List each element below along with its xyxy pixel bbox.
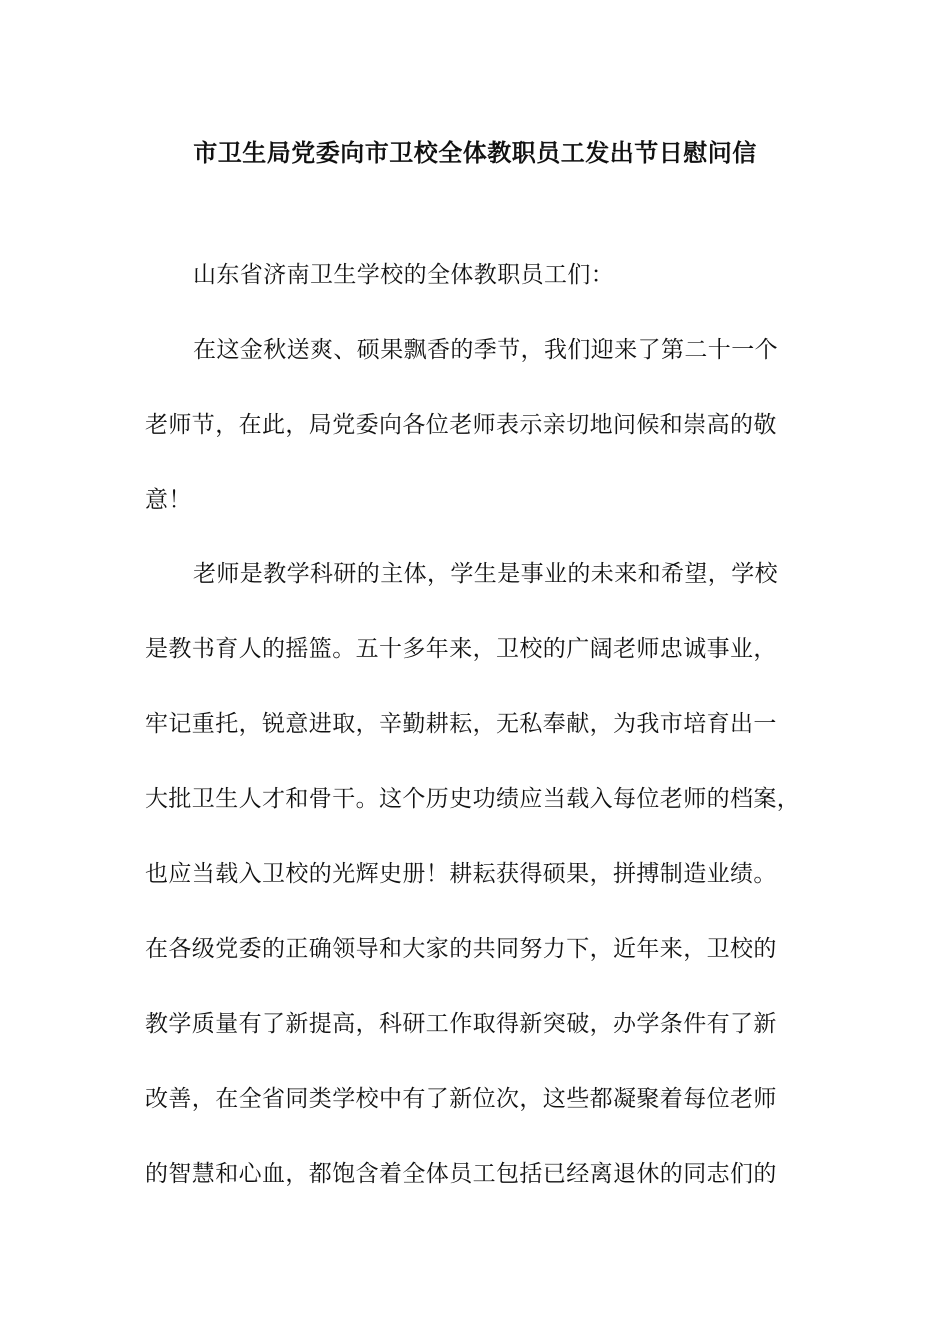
body-line: 是教书育人的摇篮。五十多年来，卫校的广阔老师忠诚事业， (145, 636, 777, 662)
body-line: 牢记重托，锐意进取，辛勤耕耘，无私奉献，为我市培育出一 (145, 711, 777, 737)
body-line: 的智慧和心血，都饱含着全体员工包括已经离退休的同志们的 (145, 1161, 777, 1187)
body-line: 也应当载入卫校的光辉史册！耕耘获得硕果，拼搏制造业绩。 (145, 861, 777, 887)
body-line: 老师节，在此，局党委向各位老师表示亲切地问候和崇高的敬 (145, 412, 777, 438)
body-line: 大批卫生人才和骨干。这个历史功绩应当载入每位老师的档案， (145, 786, 801, 812)
salutation-line: 山东省济南卫生学校的全体教职员工们： (193, 262, 615, 288)
document-title: 市卫生局党委向市卫校全体教职员工发出节日慰问信 (193, 138, 757, 167)
body-line: 老师是教学科研的主体，学生是事业的未来和希望，学校 (193, 561, 778, 587)
body-line: 意！ (145, 487, 192, 513)
body-line: 改善，在全省同类学校中有了新位次，这些都凝聚着每位老师 (145, 1086, 777, 1112)
body-line: 教学质量有了新提高，科研工作取得新突破，办学条件有了新 (145, 1011, 777, 1037)
body-line: 在这金秋送爽、硕果飘香的季节，我们迎来了第二十一个 (193, 337, 778, 363)
body-line: 在各级党委的正确领导和大家的共同努力下，近年来，卫校的 (145, 936, 777, 962)
